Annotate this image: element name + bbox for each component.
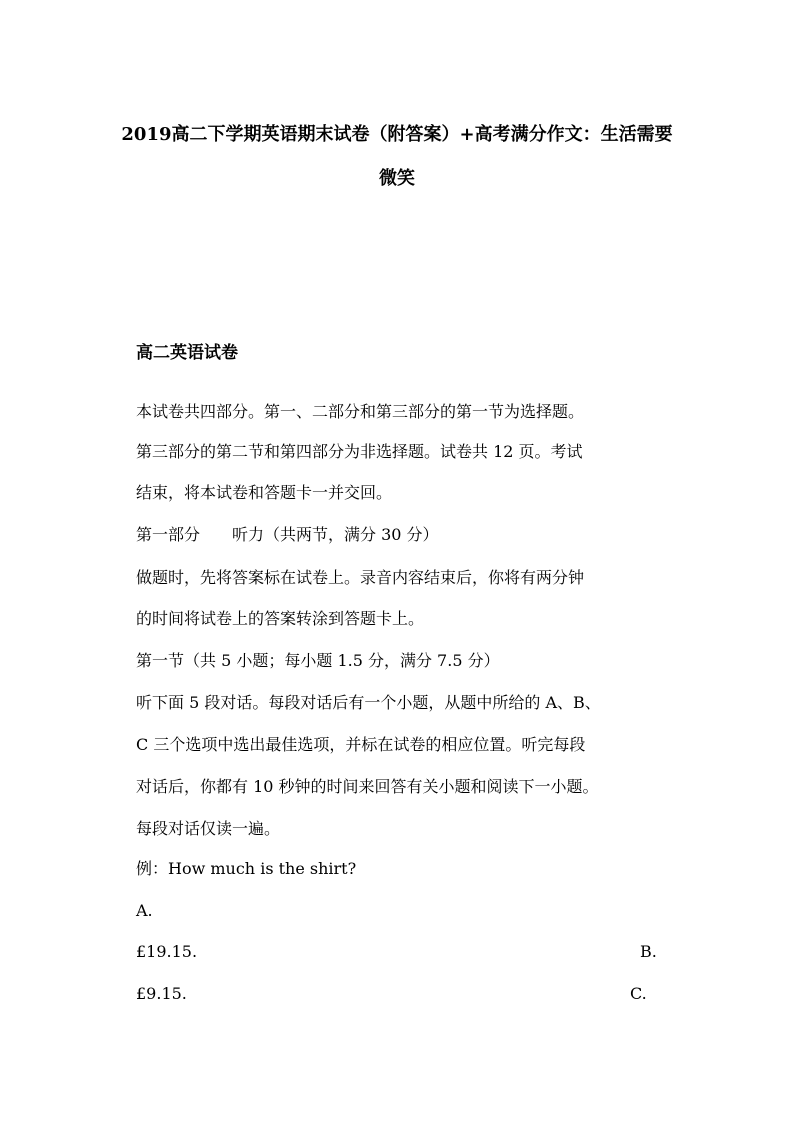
body-line-10: 对话后，你都有 10 秒钟的时间来回答有关小题和阅读下一小题。 [136, 777, 599, 796]
option-b-label: B. [640, 942, 657, 961]
section-one-heading: 第一节（共 5 小题；每小题 1.5 分，满分 7.5 分） [136, 651, 500, 670]
body-line-6: 的时间将试卷上的答案转涂到答题卡上。 [136, 609, 425, 628]
part-one-heading: 第一部分 听力（共两节，满分 30 分） [136, 525, 439, 544]
document-title-line-2: 微笑 [379, 168, 415, 189]
body-line-2: 第三部分的第二节和第四部分为非选择题。试卷共 12 页。考试 [136, 442, 583, 461]
body-line-3: 结束，将本试卷和答题卡一并交回。 [136, 483, 393, 502]
example-question: 例：How much is the shirt? [136, 859, 357, 878]
option-a-value: £19.15. [136, 942, 198, 961]
document-title-line-1: 2019高二下学期英语期末试卷（附答案）+高考满分作文：生活需要 [121, 124, 673, 145]
option-a-label: A. [136, 901, 153, 920]
body-line-9: C 三个选项中选出最佳选项，并标在试卷的相应位置。听完每段 [136, 735, 586, 754]
option-c-label: C. [630, 984, 647, 1003]
body-line-8: 听下面 5 段对话。每段对话后有一个小题，从题中所给的 A、B、 [136, 693, 601, 712]
body-line-1: 本试卷共四部分。第一、二部分和第三部分的第一节为选择题。 [136, 402, 585, 421]
option-b-value: £9.15. [136, 984, 187, 1003]
body-line-11: 每段对话仅读一遍。 [136, 819, 281, 838]
body-line-5: 做题时，先将答案标在试卷上。录音内容结束后，你将有两分钟 [136, 568, 585, 587]
section-heading: 高二英语试卷 [136, 343, 238, 363]
